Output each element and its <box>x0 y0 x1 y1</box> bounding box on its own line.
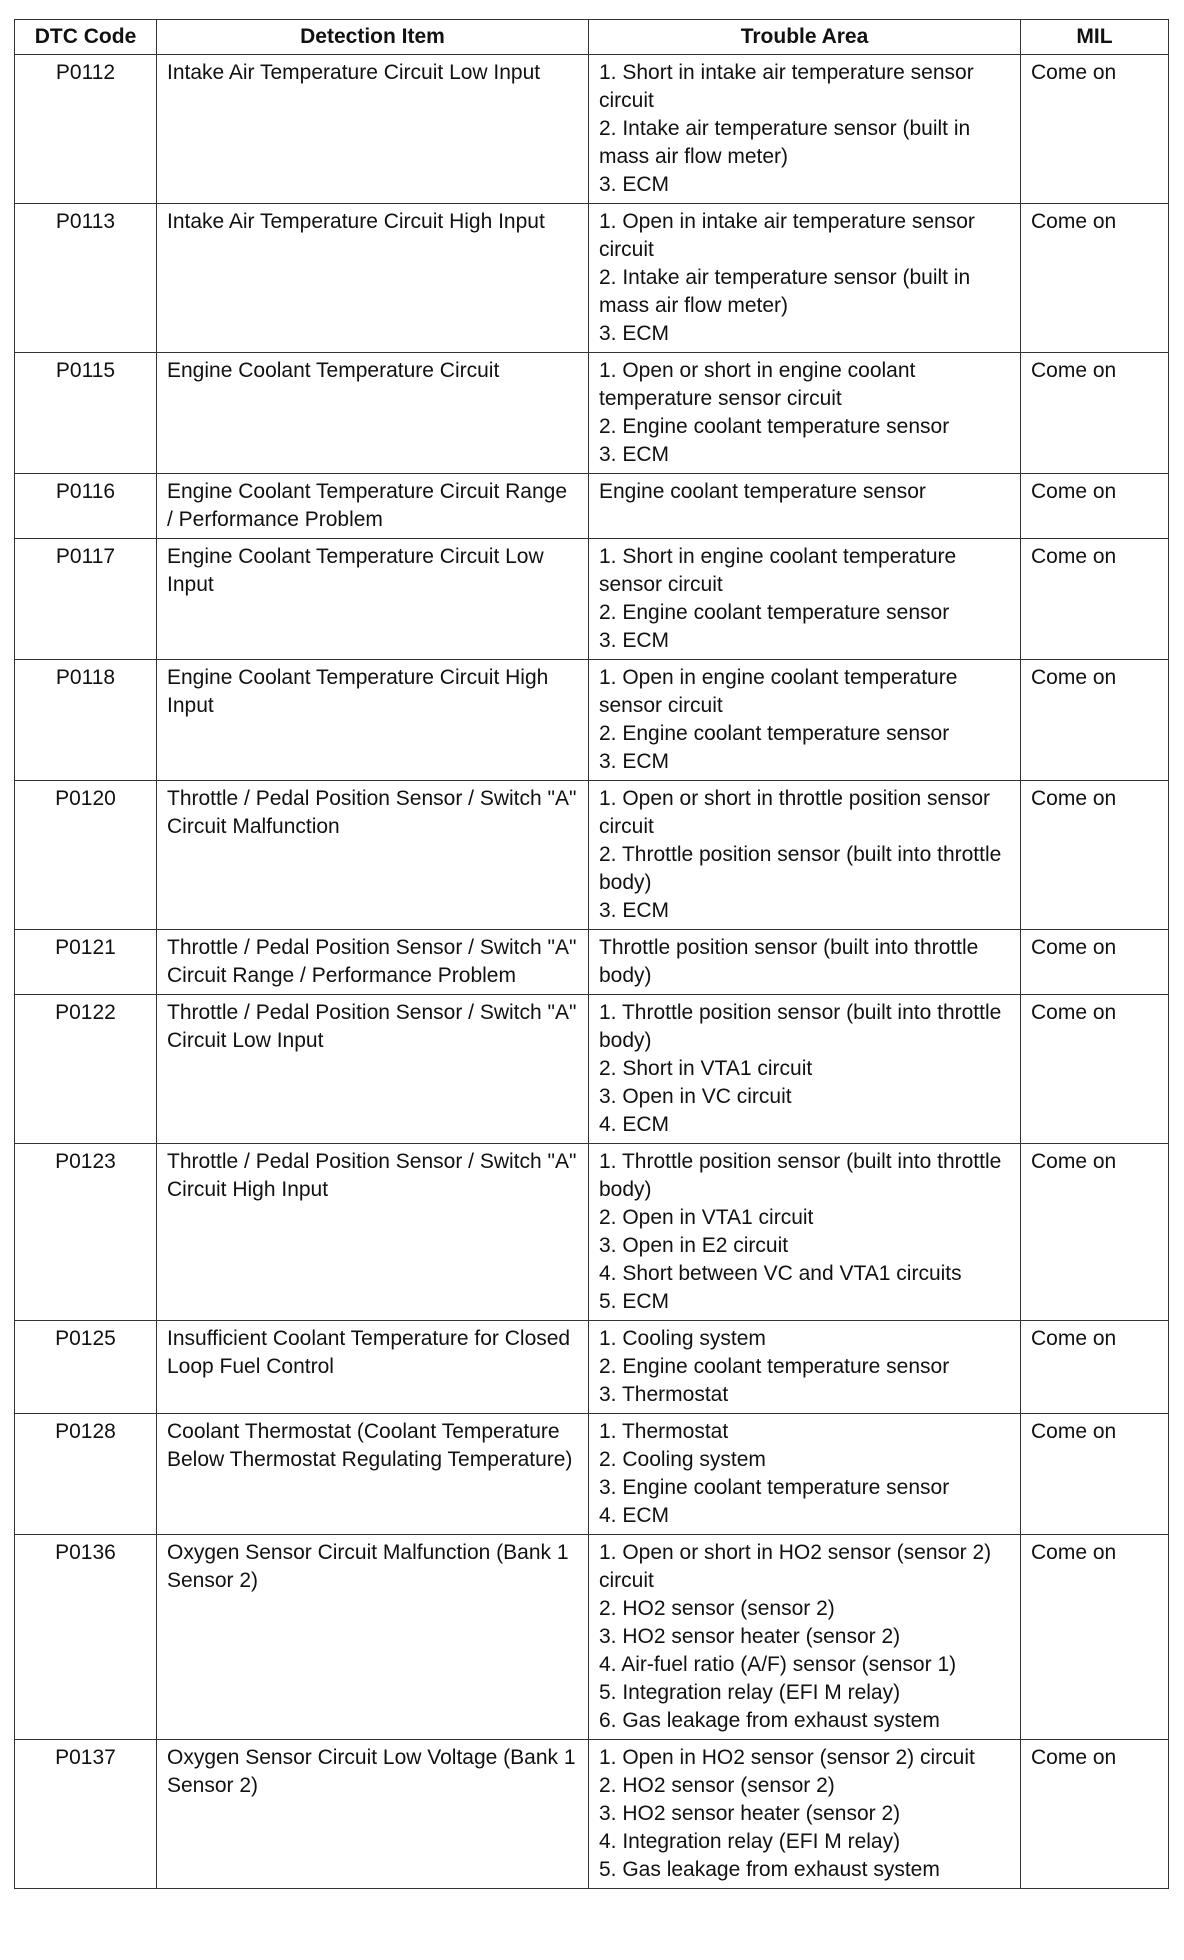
table-row <box>15 995 1169 1144</box>
detection-item-cell: Throttle / Pedal Position Sensor / Switch "A" Circuit Malfunction <box>157 781 589 930</box>
trouble-area-line: 2. Intake air temperature sensor (built in mass air flow meter) <box>599 117 971 168</box>
trouble-area-line: 1. Throttle position sensor (built into throttle body) <box>599 1001 1002 1052</box>
table-row <box>15 474 1169 539</box>
trouble-area-line: 3. HO2 sensor heater (sensor 2) <box>599 1802 901 1825</box>
trouble-area-line: 3. ECM <box>599 750 670 773</box>
trouble-area-line: 1. Open or short in HO2 sensor (sensor 2) circuit <box>599 1541 992 1592</box>
mil-cell: Come on <box>1021 781 1169 930</box>
trouble-area-line: 1. Open or short in throttle position sensor circuit <box>599 787 991 838</box>
trouble-area-line: 3. ECM <box>599 322 670 345</box>
trouble-area-cell <box>589 539 1021 660</box>
header-trouble-area: Trouble Area <box>589 20 1021 55</box>
table-row <box>15 55 1169 204</box>
trouble-area-line: 4. ECM <box>599 1504 670 1527</box>
mil-cell: Come on <box>1021 1321 1169 1414</box>
table-body <box>15 55 1169 1889</box>
mil-cell: Come on <box>1021 1535 1169 1740</box>
mil-cell: Come on <box>1021 353 1169 474</box>
trouble-area-line: 2. Open in VTA1 circuit <box>599 1206 814 1229</box>
dtc-code-cell: P0117 <box>15 539 157 660</box>
trouble-area-cell <box>589 204 1021 353</box>
detection-item-cell: Throttle / Pedal Position Sensor / Switch "A" Circuit High Input <box>157 1144 589 1321</box>
trouble-area-line: 6. Gas leakage from exhaust system <box>599 1709 940 1732</box>
dtc-code-cell: P0123 <box>15 1144 157 1321</box>
detection-item-cell: Engine Coolant Temperature Circuit Low Input <box>157 539 589 660</box>
table-row <box>15 930 1169 995</box>
trouble-area-line: 2. HO2 sensor (sensor 2) <box>599 1774 835 1797</box>
dtc-code-cell: P0125 <box>15 1321 157 1414</box>
trouble-area-cell <box>589 1321 1021 1414</box>
dtc-code-cell: P0121 <box>15 930 157 995</box>
trouble-area-line: 4. Air-fuel ratio (A/F) sensor (sensor 1) <box>599 1653 957 1676</box>
trouble-area-line: 3. Open in VC circuit <box>599 1085 792 1108</box>
table-row <box>15 781 1169 930</box>
trouble-area-line: 3. Engine coolant temperature sensor <box>599 1476 950 1499</box>
header-detection-item: Detection Item <box>157 20 589 55</box>
detection-item-cell: Throttle / Pedal Position Sensor / Switch "A" Circuit Range / Performance Problem <box>157 930 589 995</box>
trouble-area-line: 3. ECM <box>599 899 670 922</box>
table-row <box>15 1740 1169 1889</box>
trouble-area-line: 1. Open in engine coolant temperature sensor circuit <box>599 666 958 717</box>
dtc-code-cell: P0115 <box>15 353 157 474</box>
trouble-area-cell <box>589 995 1021 1144</box>
trouble-area-cell <box>589 1414 1021 1535</box>
trouble-area-line: 4. Integration relay (EFI M relay) <box>599 1830 901 1853</box>
trouble-area-cell <box>589 353 1021 474</box>
mil-cell: Come on <box>1021 474 1169 539</box>
trouble-area-cell <box>589 781 1021 930</box>
dtc-code-cell: P0136 <box>15 1535 157 1740</box>
trouble-area-line: 1. Thermostat <box>599 1420 729 1443</box>
trouble-area-line: 2. Engine coolant temperature sensor <box>599 1355 950 1378</box>
header-dtc-code: DTC Code <box>15 20 157 55</box>
trouble-area-line: 2. Short in VTA1 circuit <box>599 1057 813 1080</box>
trouble-area-line: 1. Throttle position sensor (built into throttle body) <box>599 1150 1002 1201</box>
mil-cell: Come on <box>1021 995 1169 1144</box>
trouble-area-line: Throttle position sensor (built into throttle body) <box>599 936 979 987</box>
detection-item-cell: Insufficient Coolant Temperature for Closed Loop Fuel Control <box>157 1321 589 1414</box>
trouble-area-line: 2. Throttle position sensor (built into throttle body) <box>599 843 1002 894</box>
trouble-area-line: 2. Cooling system <box>599 1448 766 1471</box>
trouble-area-line: 1. Cooling system <box>599 1327 766 1350</box>
detection-item-cell: Intake Air Temperature Circuit High Input <box>157 204 589 353</box>
trouble-area-line: 1. Short in intake air temperature sensor circuit <box>599 61 974 112</box>
trouble-area-line: Engine coolant temperature sensor <box>599 480 926 503</box>
table-row <box>15 539 1169 660</box>
detection-item-cell: Oxygen Sensor Circuit Low Voltage (Bank 1 Sensor 2) <box>157 1740 589 1889</box>
dtc-table <box>14 19 1169 1889</box>
trouble-area-cell <box>589 1740 1021 1889</box>
mil-cell: Come on <box>1021 539 1169 660</box>
trouble-area-line: 2. Engine coolant temperature sensor <box>599 722 950 745</box>
mil-cell: Come on <box>1021 204 1169 353</box>
dtc-code-cell: P0118 <box>15 660 157 781</box>
mil-cell: Come on <box>1021 55 1169 204</box>
trouble-area-line: 5. Integration relay (EFI M relay) <box>599 1681 901 1704</box>
detection-item-cell: Engine Coolant Temperature Circuit <box>157 353 589 474</box>
trouble-area-line: 1. Open in intake air temperature sensor circuit <box>599 210 975 261</box>
dtc-code-cell: P0137 <box>15 1740 157 1889</box>
mil-cell: Come on <box>1021 1414 1169 1535</box>
trouble-area-line: 3. ECM <box>599 629 670 652</box>
trouble-area-line: 5. ECM <box>599 1290 670 1313</box>
trouble-area-cell <box>589 1144 1021 1321</box>
detection-item-cell: Oxygen Sensor Circuit Malfunction (Bank 1 Sensor 2) <box>157 1535 589 1740</box>
dtc-code-cell: P0113 <box>15 204 157 353</box>
trouble-area-line: 2. Intake air temperature sensor (built in mass air flow meter) <box>599 266 971 317</box>
trouble-area-cell <box>589 1535 1021 1740</box>
trouble-area-line: 2. HO2 sensor (sensor 2) <box>599 1597 835 1620</box>
trouble-area-line: 1. Short in engine coolant temperature sensor circuit <box>599 545 957 596</box>
dtc-code-cell: P0128 <box>15 1414 157 1535</box>
trouble-area-cell <box>589 474 1021 539</box>
detection-item-cell: Coolant Thermostat (Coolant Temperature Below Thermostat Regulating Temperature) <box>157 1414 589 1535</box>
trouble-area-line: 3. Thermostat <box>599 1383 729 1406</box>
trouble-area-line: 2. Engine coolant temperature sensor <box>599 601 950 624</box>
trouble-area-line: 3. Open in E2 circuit <box>599 1234 789 1257</box>
detection-item-cell: Engine Coolant Temperature Circuit High Input <box>157 660 589 781</box>
trouble-area-cell <box>589 660 1021 781</box>
table-row <box>15 1321 1169 1414</box>
mil-cell: Come on <box>1021 660 1169 781</box>
detection-item-cell: Intake Air Temperature Circuit Low Input <box>157 55 589 204</box>
trouble-area-line: 1. Open in HO2 sensor (sensor 2) circuit <box>599 1746 975 1769</box>
detection-item-cell: Throttle / Pedal Position Sensor / Switch "A" Circuit Low Input <box>157 995 589 1144</box>
dtc-code-cell: P0112 <box>15 55 157 204</box>
dtc-code-cell: P0116 <box>15 474 157 539</box>
table-row <box>15 1535 1169 1740</box>
trouble-area-line: 4. Short between VC and VTA1 circuits <box>599 1262 962 1285</box>
mil-cell: Come on <box>1021 1144 1169 1321</box>
mil-cell: Come on <box>1021 930 1169 995</box>
trouble-area-cell <box>589 930 1021 995</box>
trouble-area-line: 1. Open or short in engine coolant temperature sensor circuit <box>599 359 916 410</box>
table-row <box>15 660 1169 781</box>
table-row <box>15 1414 1169 1535</box>
table-row <box>15 204 1169 353</box>
dtc-code-cell: P0122 <box>15 995 157 1144</box>
trouble-area-cell <box>589 55 1021 204</box>
header-mil: MIL <box>1021 20 1169 55</box>
mil-cell: Come on <box>1021 1740 1169 1889</box>
trouble-area-line: 3. ECM <box>599 173 670 196</box>
header-row <box>15 20 1169 55</box>
dtc-code-cell: P0120 <box>15 781 157 930</box>
trouble-area-line: 4. ECM <box>599 1113 670 1136</box>
table-row <box>15 1144 1169 1321</box>
table-row <box>15 353 1169 474</box>
trouble-area-line: 5. Gas leakage from exhaust system <box>599 1858 940 1881</box>
trouble-area-line: 2. Engine coolant temperature sensor <box>599 415 950 438</box>
trouble-area-line: 3. ECM <box>599 443 670 466</box>
trouble-area-line: 3. HO2 sensor heater (sensor 2) <box>599 1625 901 1648</box>
detection-item-cell: Engine Coolant Temperature Circuit Range / Performance Problem <box>157 474 589 539</box>
